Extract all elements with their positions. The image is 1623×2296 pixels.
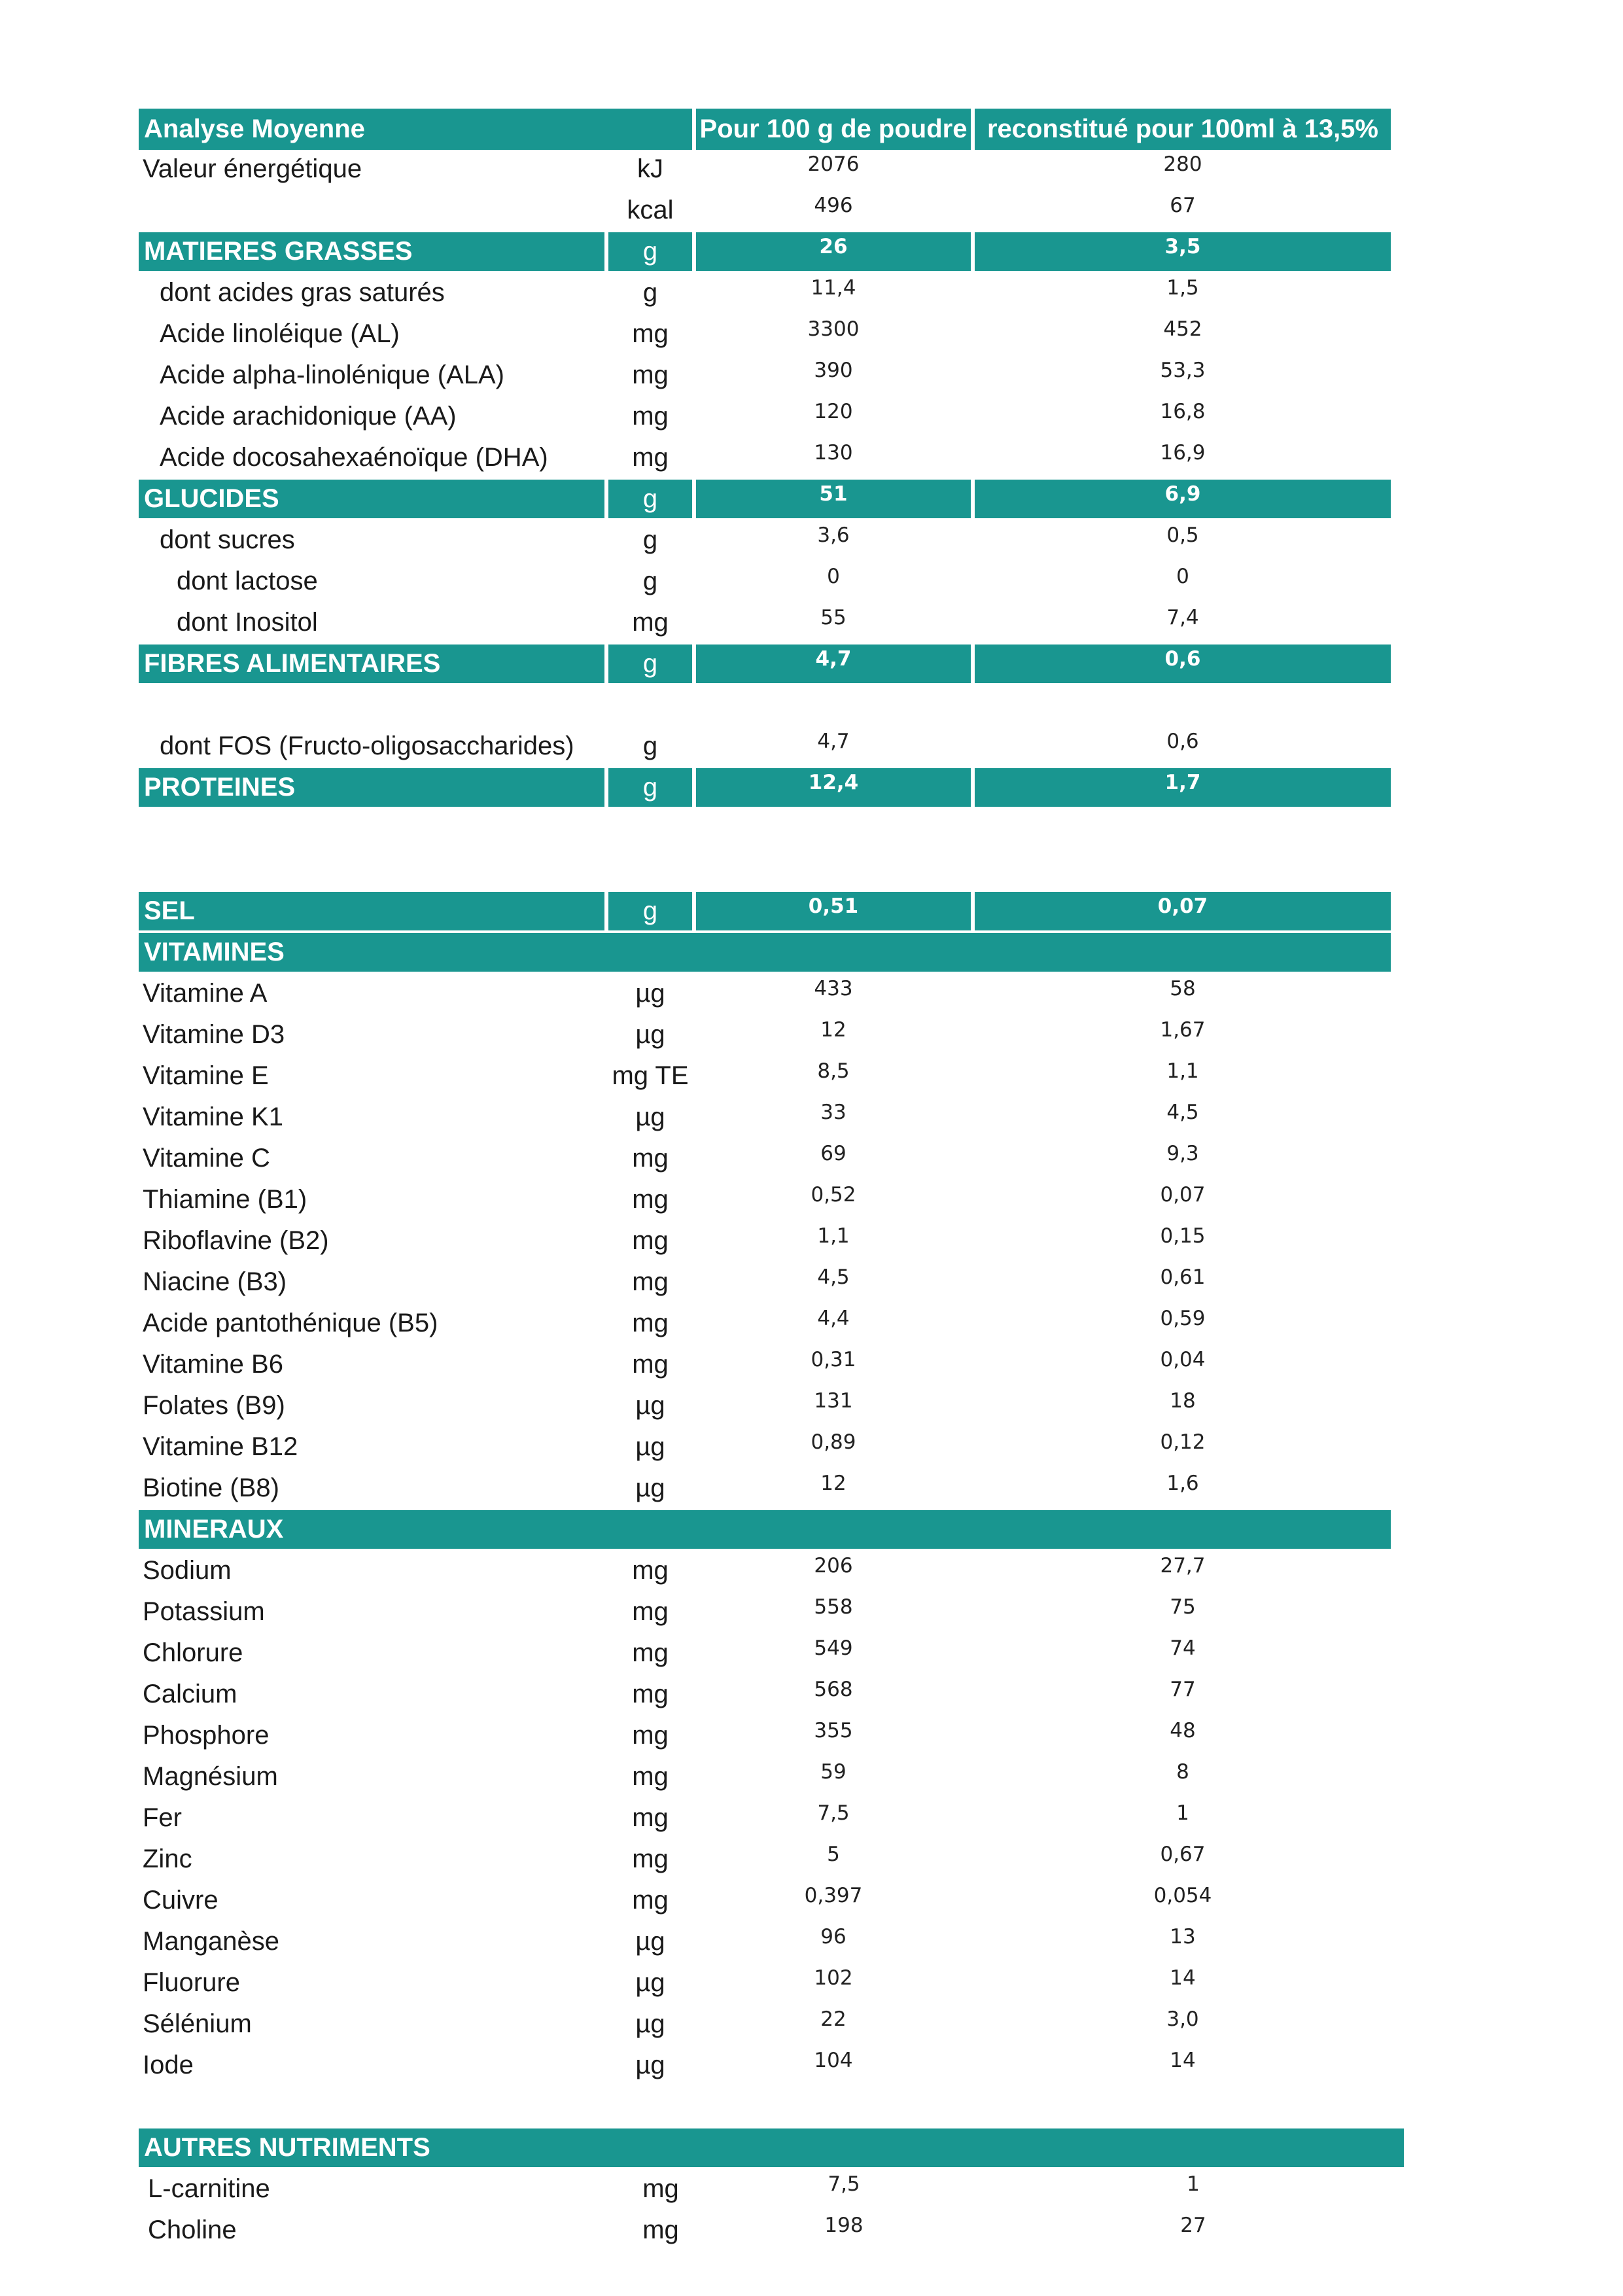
section-value-100ml: 0,07 bbox=[975, 892, 1391, 930]
group-header-row bbox=[0, 933, 1623, 974]
row-label: Fluorure bbox=[143, 1968, 240, 1997]
table-row bbox=[0, 274, 1623, 315]
row-value-100g: 0,89 bbox=[811, 1430, 856, 1454]
row-value-100ml: 77 bbox=[1170, 1678, 1196, 1701]
row-label: Fer bbox=[143, 1803, 182, 1832]
row-value-100g: 130 bbox=[814, 441, 853, 465]
row-unit: µg bbox=[635, 2009, 665, 2038]
row-value-100g: 0,397 bbox=[804, 1884, 863, 1907]
row-label: Choline bbox=[148, 2215, 237, 2244]
row-unit: mg bbox=[632, 1308, 669, 1337]
row-unit: mg bbox=[632, 1597, 669, 1626]
row-label: Vitamine B12 bbox=[143, 1432, 298, 1461]
row-value-100g: 96 bbox=[820, 1925, 846, 1949]
group-label: AUTRES NUTRIMENTS bbox=[139, 2128, 1404, 2167]
row-value-100g: 390 bbox=[814, 359, 853, 382]
row-label: Acide docosahexaénoïque (DHA) bbox=[160, 442, 548, 472]
row-unit: mg bbox=[632, 1555, 669, 1585]
section-label: PROTEINES bbox=[139, 768, 604, 807]
row-value-100ml: 0,67 bbox=[1160, 1843, 1206, 1866]
spacer-row bbox=[0, 2087, 1623, 2128]
row-value-100g: 4,7 bbox=[817, 730, 850, 753]
group-header-row bbox=[0, 1510, 1623, 1551]
row-unit: mg bbox=[642, 2174, 679, 2203]
table-row bbox=[0, 150, 1623, 191]
table-row bbox=[0, 1222, 1623, 1263]
row-label: Vitamine A bbox=[143, 978, 268, 1008]
row-value-100g: 131 bbox=[814, 1389, 853, 1413]
row-label: Vitamine B6 bbox=[143, 1349, 283, 1379]
table-row bbox=[0, 191, 1623, 232]
row-value-100ml: 14 bbox=[1170, 2049, 1196, 2072]
row-label bbox=[143, 191, 608, 229]
row-unit: µg bbox=[635, 1926, 665, 1956]
row-label: Manganèse bbox=[143, 1926, 280, 1956]
row-value-100g: 496 bbox=[814, 194, 853, 217]
table-row bbox=[0, 603, 1623, 645]
row-unit: mg bbox=[632, 442, 669, 472]
row-value-100g: 558 bbox=[814, 1595, 853, 1619]
group-header-row bbox=[0, 2128, 1623, 2170]
row-value-100g: 198 bbox=[824, 2214, 864, 2237]
row-label: Acide arachidonique (AA) bbox=[160, 401, 457, 431]
row-unit: mg bbox=[642, 2215, 679, 2244]
row-label: Sélénium bbox=[143, 2009, 252, 2038]
section-row bbox=[0, 892, 1623, 933]
row-value-100ml: 16,9 bbox=[1160, 441, 1206, 465]
row-value-100g: 5 bbox=[827, 1843, 840, 1866]
section-unit: g bbox=[608, 232, 692, 271]
section-row bbox=[0, 768, 1623, 809]
section-row bbox=[0, 232, 1623, 274]
row-value-100g: 0,52 bbox=[811, 1183, 856, 1207]
row-value-100ml: 0,6 bbox=[1166, 730, 1199, 753]
row-value-100ml: 1,67 bbox=[1160, 1018, 1206, 1042]
row-value-100g: 0,31 bbox=[811, 1348, 856, 1371]
row-value-100g: 4,4 bbox=[817, 1307, 850, 1330]
row-unit: kJ bbox=[637, 154, 663, 183]
row-value-100g: 355 bbox=[814, 1719, 853, 1742]
section-unit: g bbox=[608, 768, 692, 807]
row-unit: mg bbox=[632, 1679, 669, 1708]
row-value-100ml: 0,07 bbox=[1160, 1183, 1206, 1207]
row-label: L-carnitine bbox=[148, 2174, 270, 2203]
section-value-100g: 12,4 bbox=[696, 768, 971, 807]
section-unit: g bbox=[608, 645, 692, 683]
table-row bbox=[0, 1757, 1623, 1799]
table-row bbox=[0, 562, 1623, 603]
row-value-100g: 7,5 bbox=[828, 2172, 860, 2196]
row-value-100ml: 13 bbox=[1170, 1925, 1196, 1949]
row-label: Niacine (B3) bbox=[143, 1267, 287, 1296]
row-value-100g: 59 bbox=[820, 1760, 846, 1784]
row-label: Potassium bbox=[143, 1597, 265, 1626]
row-unit: kcal bbox=[627, 195, 674, 224]
table-row bbox=[0, 1139, 1623, 1180]
row-unit: mg bbox=[632, 1720, 669, 1750]
section-label: FIBRES ALIMENTAIRES bbox=[139, 645, 604, 683]
row-value-100g: 4,5 bbox=[817, 1265, 850, 1289]
row-value-100g: 33 bbox=[820, 1101, 846, 1124]
row-label: dont FOS (Fructo-oligosaccharides) bbox=[160, 731, 574, 760]
table-row bbox=[0, 1263, 1623, 1304]
table-row bbox=[0, 1180, 1623, 1222]
table-header bbox=[0, 109, 1623, 150]
row-value-100g: 3300 bbox=[807, 317, 860, 341]
row-unit: mg bbox=[632, 1761, 669, 1791]
row-value-100ml: 74 bbox=[1170, 1636, 1196, 1660]
row-unit: g bbox=[642, 277, 658, 307]
row-label: Phosphore bbox=[143, 1720, 270, 1750]
row-label: dont sucres bbox=[160, 525, 295, 554]
row-unit: g bbox=[642, 525, 658, 554]
row-value-100g: 568 bbox=[814, 1678, 853, 1701]
row-label: dont acides gras saturés bbox=[160, 277, 445, 307]
row-label: Cuivre bbox=[143, 1885, 218, 1915]
section-value-100g: 51 bbox=[696, 480, 971, 518]
row-value-100ml: 27 bbox=[1180, 2214, 1206, 2237]
row-value-100g: 206 bbox=[814, 1554, 853, 1578]
header-per-100g: Pour 100 g de poudre bbox=[696, 109, 971, 150]
row-value-100ml: 1,1 bbox=[1166, 1059, 1199, 1083]
row-value-100g: 104 bbox=[814, 2049, 853, 2072]
table-row bbox=[0, 1098, 1623, 1139]
table-row bbox=[0, 315, 1623, 356]
row-value-100ml: 0,59 bbox=[1160, 1307, 1206, 1330]
spacer-row bbox=[0, 686, 1623, 727]
row-label: Calcium bbox=[143, 1679, 237, 1708]
row-value-100g: 8,5 bbox=[817, 1059, 850, 1083]
row-unit: mg bbox=[632, 1349, 669, 1379]
table-row bbox=[0, 1881, 1623, 1922]
row-value-100g: 22 bbox=[820, 2007, 846, 2031]
row-unit: mg bbox=[632, 1226, 669, 1255]
row-value-100ml: 0,054 bbox=[1153, 1884, 1212, 1907]
table-row bbox=[0, 1551, 1623, 1593]
table-row bbox=[0, 1675, 1623, 1716]
section-unit: g bbox=[608, 892, 692, 930]
row-label: Chlorure bbox=[143, 1638, 243, 1667]
row-label: Vitamine D3 bbox=[143, 1019, 285, 1049]
table-row bbox=[0, 1469, 1623, 1510]
row-unit: g bbox=[642, 731, 658, 760]
table-row bbox=[0, 2046, 1623, 2087]
row-value-100ml: 0,04 bbox=[1160, 1348, 1206, 1371]
row-label: Sodium bbox=[143, 1555, 232, 1585]
table-row bbox=[0, 1593, 1623, 1634]
table-row bbox=[0, 2005, 1623, 2046]
row-unit: mg bbox=[632, 1184, 669, 1214]
row-label: Acide pantothénique (B5) bbox=[143, 1308, 438, 1337]
row-value-100ml: 0,15 bbox=[1160, 1224, 1206, 1248]
row-unit: µg bbox=[635, 1432, 665, 1461]
row-unit: mg bbox=[632, 1267, 669, 1296]
row-unit: mg bbox=[632, 401, 669, 431]
row-value-100ml: 1 bbox=[1176, 1801, 1189, 1825]
row-label: Vitamine C bbox=[143, 1143, 270, 1173]
row-label: Thiamine (B1) bbox=[143, 1184, 307, 1214]
section-value-100ml: 6,9 bbox=[975, 480, 1391, 518]
row-value-100ml: 7,4 bbox=[1166, 606, 1199, 629]
table-row bbox=[0, 1016, 1623, 1057]
row-unit: µg bbox=[635, 1019, 665, 1049]
row-value-100g: 2076 bbox=[807, 152, 860, 176]
row-value-100ml: 9,3 bbox=[1166, 1142, 1199, 1165]
spacer-row bbox=[0, 851, 1623, 892]
table-row bbox=[0, 1304, 1623, 1345]
table-row bbox=[0, 1345, 1623, 1386]
table-row bbox=[0, 438, 1623, 480]
row-label: Folates (B9) bbox=[143, 1390, 285, 1420]
row-unit: mg bbox=[632, 607, 669, 637]
row-unit: mg TE bbox=[612, 1061, 689, 1090]
row-value-100ml: 18 bbox=[1170, 1389, 1196, 1413]
row-unit: µg bbox=[635, 1102, 665, 1131]
row-unit: mg bbox=[632, 1638, 669, 1667]
row-value-100ml: 452 bbox=[1163, 317, 1202, 341]
row-value-100g: 55 bbox=[820, 606, 846, 629]
header-per-100ml: reconstitué pour 100ml à 13,5% bbox=[975, 109, 1391, 150]
table-row bbox=[0, 1057, 1623, 1098]
row-label: dont Inositol bbox=[177, 607, 318, 637]
section-row bbox=[0, 480, 1623, 521]
table-row bbox=[0, 727, 1623, 768]
row-value-100ml: 27,7 bbox=[1160, 1554, 1206, 1578]
row-value-100ml: 14 bbox=[1170, 1966, 1196, 1990]
row-unit: µg bbox=[635, 1473, 665, 1502]
row-unit: g bbox=[642, 566, 658, 595]
row-value-100ml: 280 bbox=[1163, 152, 1202, 176]
row-unit: mg bbox=[632, 1803, 669, 1832]
table-row bbox=[0, 1922, 1623, 1964]
section-unit: g bbox=[608, 480, 692, 518]
table-row bbox=[0, 1964, 1623, 2005]
row-unit: mg bbox=[632, 1885, 669, 1915]
section-label: GLUCIDES bbox=[139, 480, 604, 518]
row-label: Valeur énergétique bbox=[143, 154, 362, 183]
row-value-100ml: 0,12 bbox=[1160, 1430, 1206, 1454]
row-label: Biotine (B8) bbox=[143, 1473, 279, 1502]
section-value-100g: 0,51 bbox=[696, 892, 971, 930]
row-value-100g: 0 bbox=[827, 565, 840, 588]
row-value-100ml: 75 bbox=[1170, 1595, 1196, 1619]
table-row bbox=[0, 2211, 1623, 2252]
row-value-100g: 102 bbox=[814, 1966, 853, 1990]
row-value-100ml: 16,8 bbox=[1160, 400, 1206, 423]
table-row bbox=[0, 397, 1623, 438]
row-value-100ml: 0,61 bbox=[1160, 1265, 1206, 1289]
row-value-100g: 3,6 bbox=[817, 523, 850, 547]
row-unit: mg bbox=[632, 1844, 669, 1873]
row-value-100ml: 58 bbox=[1170, 977, 1196, 1000]
row-value-100ml: 1 bbox=[1187, 2172, 1200, 2196]
section-value-100g: 4,7 bbox=[696, 645, 971, 683]
row-label: Zinc bbox=[143, 1844, 192, 1873]
group-label: VITAMINES bbox=[139, 933, 1391, 972]
row-unit: µg bbox=[635, 978, 665, 1008]
row-value-100g: 1,1 bbox=[817, 1224, 850, 1248]
row-unit: µg bbox=[635, 1968, 665, 1997]
row-value-100ml: 53,3 bbox=[1160, 359, 1206, 382]
table-row bbox=[0, 974, 1623, 1016]
table-row bbox=[0, 356, 1623, 397]
row-label: Riboflavine (B2) bbox=[143, 1226, 329, 1255]
section-value-100ml: 1,7 bbox=[975, 768, 1391, 807]
row-unit: mg bbox=[632, 319, 669, 348]
section-row bbox=[0, 645, 1623, 686]
spacer-row bbox=[0, 809, 1623, 851]
row-value-100g: 433 bbox=[814, 977, 853, 1000]
table-row bbox=[0, 1386, 1623, 1428]
row-value-100ml: 67 bbox=[1170, 194, 1196, 217]
table-row bbox=[0, 1799, 1623, 1840]
section-value-100ml: 0,6 bbox=[975, 645, 1391, 683]
table-row bbox=[0, 521, 1623, 562]
row-unit: mg bbox=[632, 1143, 669, 1173]
row-value-100ml: 48 bbox=[1170, 1719, 1196, 1742]
row-unit: µg bbox=[635, 1390, 665, 1420]
row-unit: mg bbox=[632, 360, 669, 389]
group-label: MINERAUX bbox=[139, 1510, 1391, 1549]
row-label: Magnésium bbox=[143, 1761, 278, 1791]
row-value-100g: 7,5 bbox=[817, 1801, 850, 1825]
row-value-100g: 549 bbox=[814, 1636, 853, 1660]
table-row bbox=[0, 1634, 1623, 1675]
row-label: Vitamine E bbox=[143, 1061, 269, 1090]
row-value-100g: 11,4 bbox=[811, 276, 856, 300]
row-label: Acide linoléique (AL) bbox=[160, 319, 400, 348]
row-value-100ml: 8 bbox=[1176, 1760, 1189, 1784]
section-label: SEL bbox=[139, 892, 604, 930]
table-row bbox=[0, 1840, 1623, 1881]
row-value-100ml: 0 bbox=[1176, 565, 1189, 588]
row-value-100ml: 0,5 bbox=[1166, 523, 1199, 547]
row-label: Vitamine K1 bbox=[143, 1102, 283, 1131]
row-value-100ml: 1,6 bbox=[1166, 1472, 1199, 1495]
section-value-100g: 26 bbox=[696, 232, 971, 271]
row-value-100ml: 1,5 bbox=[1166, 276, 1199, 300]
row-unit: µg bbox=[635, 2050, 665, 2079]
header-analyse-moyenne: Analyse Moyenne bbox=[139, 109, 692, 150]
row-value-100g: 12 bbox=[820, 1018, 846, 1042]
section-label: MATIERES GRASSES bbox=[139, 232, 604, 271]
row-value-100ml: 4,5 bbox=[1166, 1101, 1199, 1124]
row-value-100g: 69 bbox=[820, 1142, 846, 1165]
row-label: Iode bbox=[143, 2050, 194, 2079]
table-row bbox=[0, 2170, 1623, 2211]
row-value-100g: 120 bbox=[814, 400, 853, 423]
row-label: Acide alpha-linolénique (ALA) bbox=[160, 360, 504, 389]
table-row bbox=[0, 1428, 1623, 1469]
table-row bbox=[0, 1716, 1623, 1757]
section-value-100ml: 3,5 bbox=[975, 232, 1391, 271]
row-label: dont lactose bbox=[177, 566, 318, 595]
row-value-100ml: 3,0 bbox=[1166, 2007, 1199, 2031]
row-value-100g: 12 bbox=[820, 1472, 846, 1495]
